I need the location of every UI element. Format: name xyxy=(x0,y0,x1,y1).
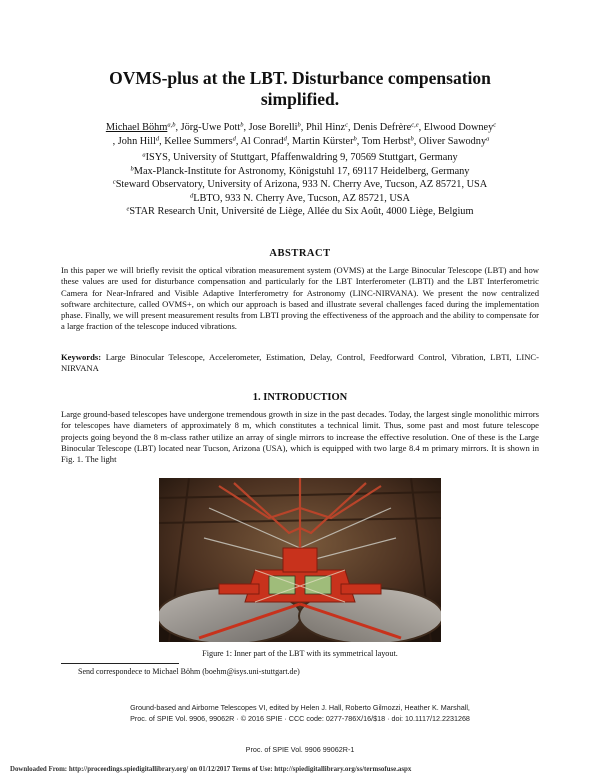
author-name: Tom Herbst xyxy=(361,135,411,147)
title-line-1: OVMS-plus at the LBT. Disturbance compensation xyxy=(109,68,491,88)
author-name: Martin Kürster xyxy=(292,135,354,147)
figure-caption: Figure 1: Inner part of the LBT with its symmetrical layout. xyxy=(202,649,398,658)
author-affil-mark: d xyxy=(283,135,287,143)
author-name: Denis Defrère xyxy=(353,122,412,133)
author-name: Jose Borelli xyxy=(248,122,298,133)
author-name: Oliver Sawodny xyxy=(418,135,487,147)
proceedings-info xyxy=(40,703,560,724)
keywords xyxy=(61,352,539,375)
keywords-label: Keywords: xyxy=(61,352,102,362)
affiliation-mark: e xyxy=(126,205,130,213)
proceedings-line: Ground-based and Airborne Telescopes VI, edited by Helen J. Hall, Roberto Gilmozzi, Heather K. Marshall, xyxy=(130,703,470,712)
paper-title xyxy=(40,68,560,110)
author-name: Kellee Summers xyxy=(164,135,233,147)
affiliation-mark: c xyxy=(112,178,116,186)
affiliation-list xyxy=(40,151,560,219)
download-notice: Downloaded From: http://proceedings.spiedigitallibrary.org/ on 01/12/2017 Terms of Use: http://spiedigitallibrary.org/ss/termsofuse.aspx xyxy=(10,766,412,773)
author-affil-mark: c,e xyxy=(411,121,419,129)
author-affil-mark: a xyxy=(486,135,490,143)
keywords-text: Large Binocular Telescope, Accelerometer, Estimation, Delay, Control, Feedforward Control, Vibration, LBTI, LINC-NIRVANA xyxy=(61,352,539,374)
lbt-telescope-photo xyxy=(159,478,441,642)
author-affil-mark: b xyxy=(353,135,357,143)
abstract-text: In this paper we will briefly revisit the optical vibration measurement system (OVMS) at the Large Binocular Telescope (LBT) and how these values are used for disturbance compensation and particularly for the LBT Interferometer (LBTI) and the LBT Interferometric Camera for Near-Infrared and Visible Adaptive Interferometry for Astronomy (LINC-NIRVANA). We present the now centralized software architecture, called OVMS+, on which our approach is based and illustrate several challenges faced during the implementation phase. Finally, we will present measurement results from LBTI proving the effectiveness of the approach and the ability to compensate for a large fraction of the telescope induced vibrations. xyxy=(61,265,539,332)
affiliation: $^e$STAR Research Unit, Université de Liège, Allée du Six Août, 4000 Liège, Belgium xyxy=(126,205,474,218)
author-affil-mark: b xyxy=(297,121,301,129)
footnote-rule xyxy=(61,663,179,664)
affiliation-mark: d xyxy=(190,192,194,200)
author-name: Jörg-Uwe Pott xyxy=(180,122,241,133)
author-affil-mark: c xyxy=(493,121,497,129)
affiliation: $^c$Steward Observatory, University of Arizona, 933 N. Cherry Ave, Tucson, AZ 85721, USA xyxy=(112,178,488,191)
author-list: Michael Böhm$^{a,b}$, Jörg-Uwe Pott$^b$, Jose Borelli$^b$, Phil Hinz$^c$, Denis Defrère$^{c,e}$, Elwood Downey$^c$ , John Hill$^d$, Kellee Summers$^d$, Al Conrad$^d$, Martin Kürster$^b$, Tom Herbst$^b$, Oliver Sawodny$^a$ xyxy=(105,121,497,147)
author-name: Michael Böhm xyxy=(105,122,168,133)
author-affil-mark: a,b xyxy=(167,121,176,129)
affiliation: $^b$Max-Planck-Institute for Astronomy, Königstuhl 17, 69117 Heidelberg, Germany xyxy=(130,165,470,177)
author-affil-mark: d xyxy=(232,135,236,143)
abstract-heading: ABSTRACT xyxy=(269,248,331,259)
author-affil-mark: d xyxy=(155,135,160,143)
author-name: Phil Hinz xyxy=(305,122,346,133)
author-affil-mark: b xyxy=(410,135,414,143)
author-name: Al Conrad xyxy=(240,135,284,147)
author-name: Elwood Downey xyxy=(423,122,494,133)
affiliation-mark: a xyxy=(142,151,146,159)
section-heading-introduction: 1. INTRODUCTION xyxy=(252,392,348,403)
affiliation: $^d$LBTO, 933 N. Cherry Ave, Tucson, AZ 85721, USA xyxy=(190,192,410,204)
proceedings-line: Proc. of SPIE Vol. 9906, 99062R · © 2016 SPIE · CCC code: 0277-786X/16/$18 · doi: 10.1117/12.2231268 xyxy=(130,713,470,723)
author-affil-mark: b xyxy=(240,121,244,129)
author-name: John Hill xyxy=(117,135,156,147)
correspondence-footnote: Send correspondece to Michael Böhm (boehm@isys.uni-stuttgart.de) xyxy=(78,667,300,676)
introduction-text: Large ground-based telescopes have undergone tremendous growth in size in the past decades. Today, the largest single monolithic mirrors for telescopes have diameters of approximately 8 m, which constitutes a technical limit. Thus, some past and most future telescope projects going beyond the 8 m-class rather utilize an array of single mirrors to increase the effective resolution. One of these is the Large Binocular Telescope (LBT) located near Tucson, Arizona (USA), which is equipped with two large 8.4 m primary mirrors. It is shown in Fig. 1. The light xyxy=(61,409,539,465)
affiliation: $^a$ISYS, University of Stuttgart, Pfaffenwaldring 9, 70569 Stuttgart, Germany xyxy=(142,151,458,163)
title-line-2: simplified. xyxy=(260,89,340,109)
lbt-figure-photo xyxy=(159,478,441,642)
affiliation-mark: b xyxy=(130,165,134,173)
page-number: Proc. of SPIE Vol. 9906 99062R-1 xyxy=(245,745,355,754)
author-affil-mark: c xyxy=(345,121,349,129)
